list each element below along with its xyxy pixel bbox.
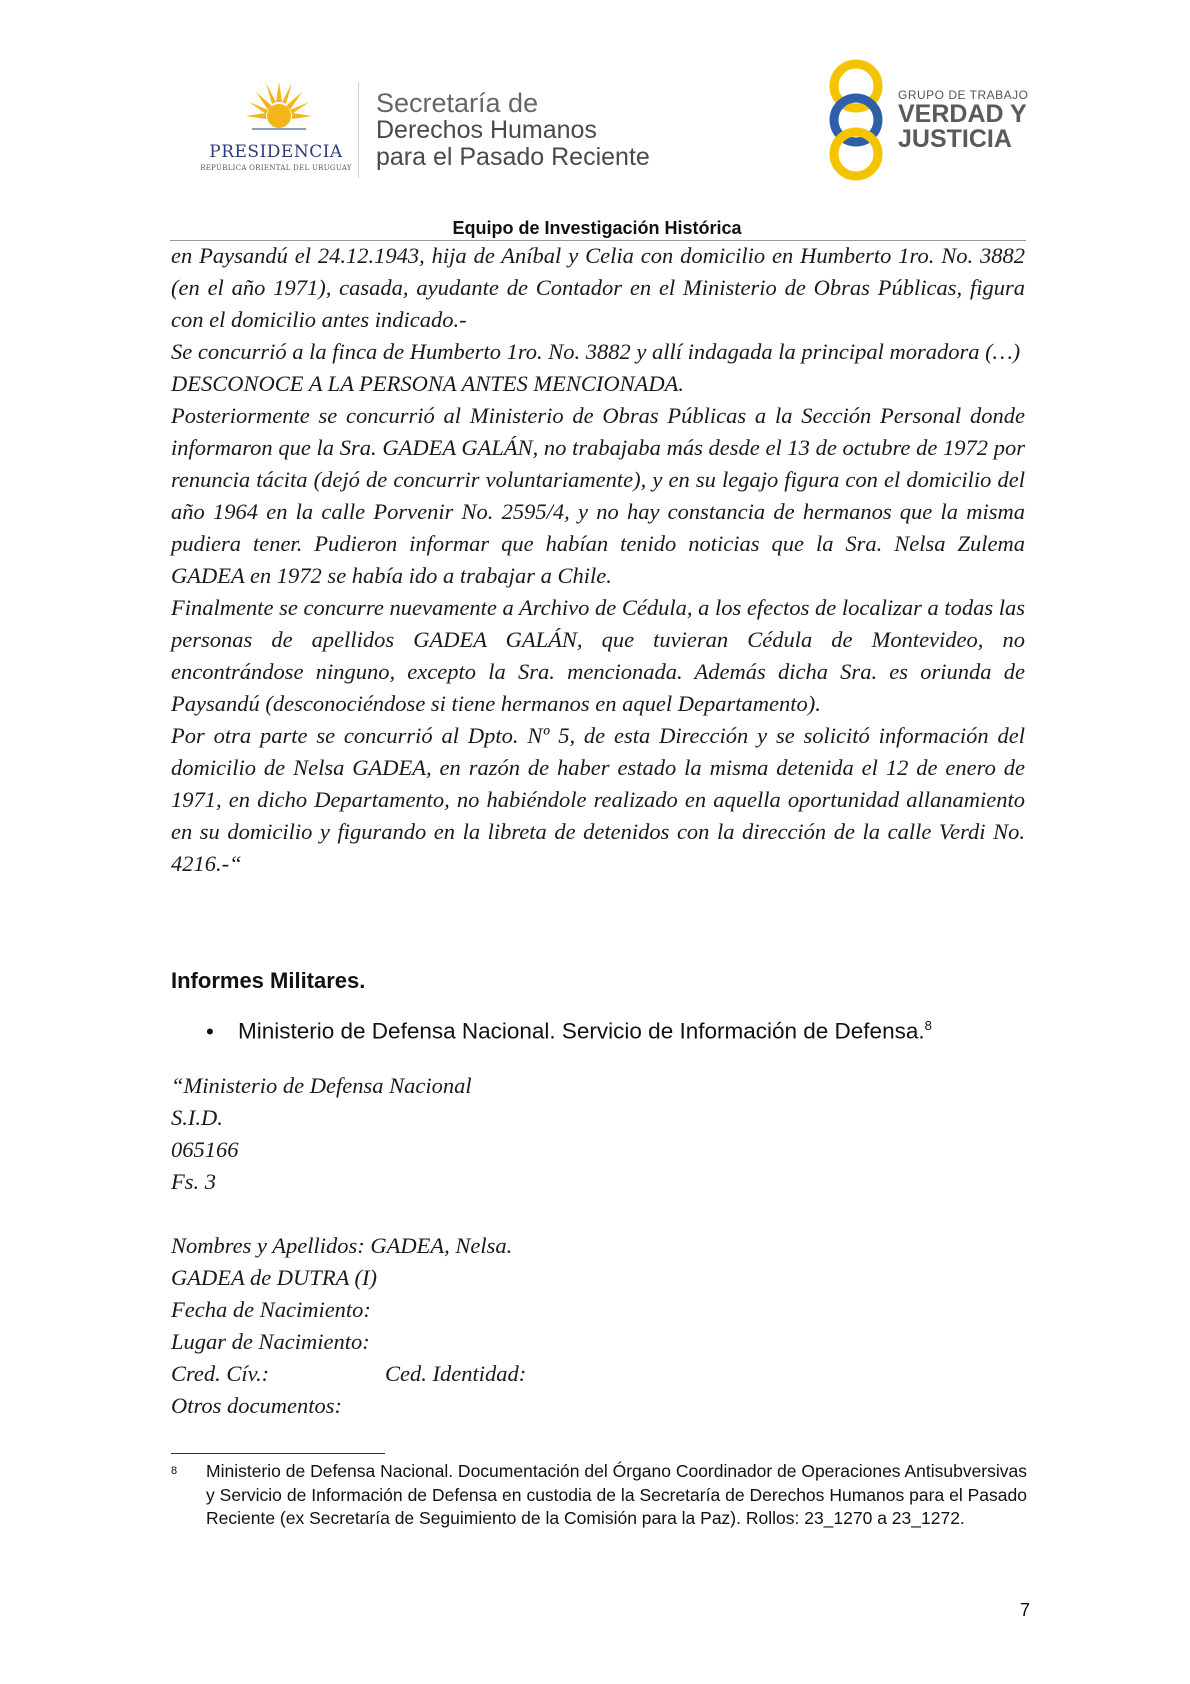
quote-line: Fecha de Nacimiento: — [171, 1297, 371, 1322]
spacer — [171, 1198, 771, 1230]
vj-small-label: GRUPO DE TRABAJO — [898, 88, 1029, 102]
quote-block — [171, 1070, 771, 1422]
cred-civ-label: Cred. Cív.: — [171, 1361, 270, 1386]
linked-rings-icon — [820, 58, 892, 183]
footnote-number: 8 — [171, 1465, 178, 1477]
secretaria-line-2: Derechos Humanos — [376, 116, 597, 144]
section-heading: Informes Militares. — [171, 968, 366, 993]
paragraph: Finalmente se concurre nuevamente a Archivo de Cédula, a los efectos de localizar a todas las personas de apellidos GADEA GALÁN, que tuvieran Cédula de Montevideo, no encontrándose ninguno, excepto la Sra. mencionada. Además dicha Sra. es oriunda de Paysandú (desconociéndose si tiene hermanos en aquel Departamento). — [171, 595, 1025, 716]
quote-line: Nombres y Apellidos: GADEA, Nelsa. — [171, 1233, 513, 1258]
page-header — [0, 0, 1190, 240]
footnote-ref[interactable]: 8 — [924, 1018, 932, 1033]
bullet-text: Ministerio de Defensa Nacional. Servicio de Información de Defensa. — [238, 1018, 925, 1044]
ced-identidad-label: Ced. Identidad: — [385, 1361, 527, 1386]
main-body — [171, 240, 1025, 880]
bullet-symbol: • — [206, 1018, 214, 1044]
quote-line-row — [171, 1358, 771, 1390]
presidencia-label: PRESIDENCIA — [209, 142, 343, 162]
quote-line: Otros documentos: — [171, 1393, 343, 1418]
paragraph: Por otra parte se concurrió al Dpto. Nº 5, de esta Dirección y se solicitó información del domicilio de Nelsa GADEA, en razón de haber estado la misma detenida el 12 de enero de 1971, en dicho Departamento, no habiéndole realizado en aquella oportunidad allanamiento en su domicilio y figurando en la libreta de detenidos con la dirección de la calle Verdi No. 4216.-“ — [171, 723, 1025, 876]
paragraph: en Paysandú el 24.12.1943, hija de Aníbal y Celia con domicilio en Humberto 1ro. No. 3882 (en el año 1971), casada, ayudante de Contador en el Ministerio de Obras Públicas, figura con el domicilio antes indicado.- — [171, 243, 1025, 332]
header-divider — [358, 82, 359, 178]
quote-line: 065166 — [171, 1137, 239, 1162]
quote-line: “Ministerio de Defensa Nacional — [171, 1073, 472, 1098]
presidencia-sub-label: REPÚBLICA ORIENTAL DEL URUGUAY — [200, 164, 352, 172]
page-number: 7 — [1019, 1600, 1030, 1620]
presidencia-logo — [196, 80, 356, 180]
vj-line-2: JUSTICIA — [898, 125, 1012, 153]
quote-line: Lugar de Nacimiento: — [171, 1329, 370, 1354]
footnote-text: Ministerio de Defensa Nacional. Documentación del Órgano Coordinador de Operaciones Antisubversivas y Servicio de Información de Defensa en custodia de la Secretaría de Derechos Humanos para el Pasado Reciente (ex Secretaría de Seguimiento de la Comisión para la Paz). Rollos: 23_1270 a 23_1272. — [206, 1461, 1028, 1528]
quote-line: S.I.D. — [171, 1105, 223, 1130]
vj-line-1: VERDAD Y — [898, 100, 1027, 128]
equipo-title: Equipo de Investigación Histórica — [452, 218, 742, 238]
quote-line: GADEA de DUTRA (I) — [171, 1265, 378, 1290]
bullet-item — [206, 1018, 932, 1045]
secretaria-title — [376, 90, 650, 171]
secretaria-line-3: para el Pasado Reciente — [376, 143, 650, 171]
verdad-justicia-logo — [820, 58, 1030, 183]
footnote — [171, 1460, 1027, 1531]
footnote-rule — [171, 1453, 385, 1454]
verdad-justicia-text — [898, 88, 1028, 152]
paragraph: Se concurrió a la finca de Humberto 1ro. No. 3882 y allí indagada la principal moradora (…) — [171, 339, 1021, 364]
paragraph: Posteriormente se concurrió al Ministerio de Obras Públicas a la Sección Personal donde informaron que la Sra. GADEA GALÁN, no trabajaba más desde el 13 de octubre de 1972 por renuncia tácita (dejó de concurrir voluntariamente), y en su legajo figura con el domicilio del año 1964 en la calle Porvenir No. 2595/4, y no hay constancia de hermanos que la misma pudiera tener. Pudieron informar que habían tenido noticias que la Sra. Nelsa Zulema GADEA en 1972 se había ido a trabajar a Chile. — [171, 403, 1025, 588]
paragraph: DESCONOCE A LA PERSONA ANTES MENCIONADA. — [171, 371, 684, 396]
quote-line: Fs. 3 — [171, 1169, 216, 1194]
secretaria-line-1: Secretaría de — [376, 88, 539, 118]
sun-icon — [246, 80, 312, 146]
